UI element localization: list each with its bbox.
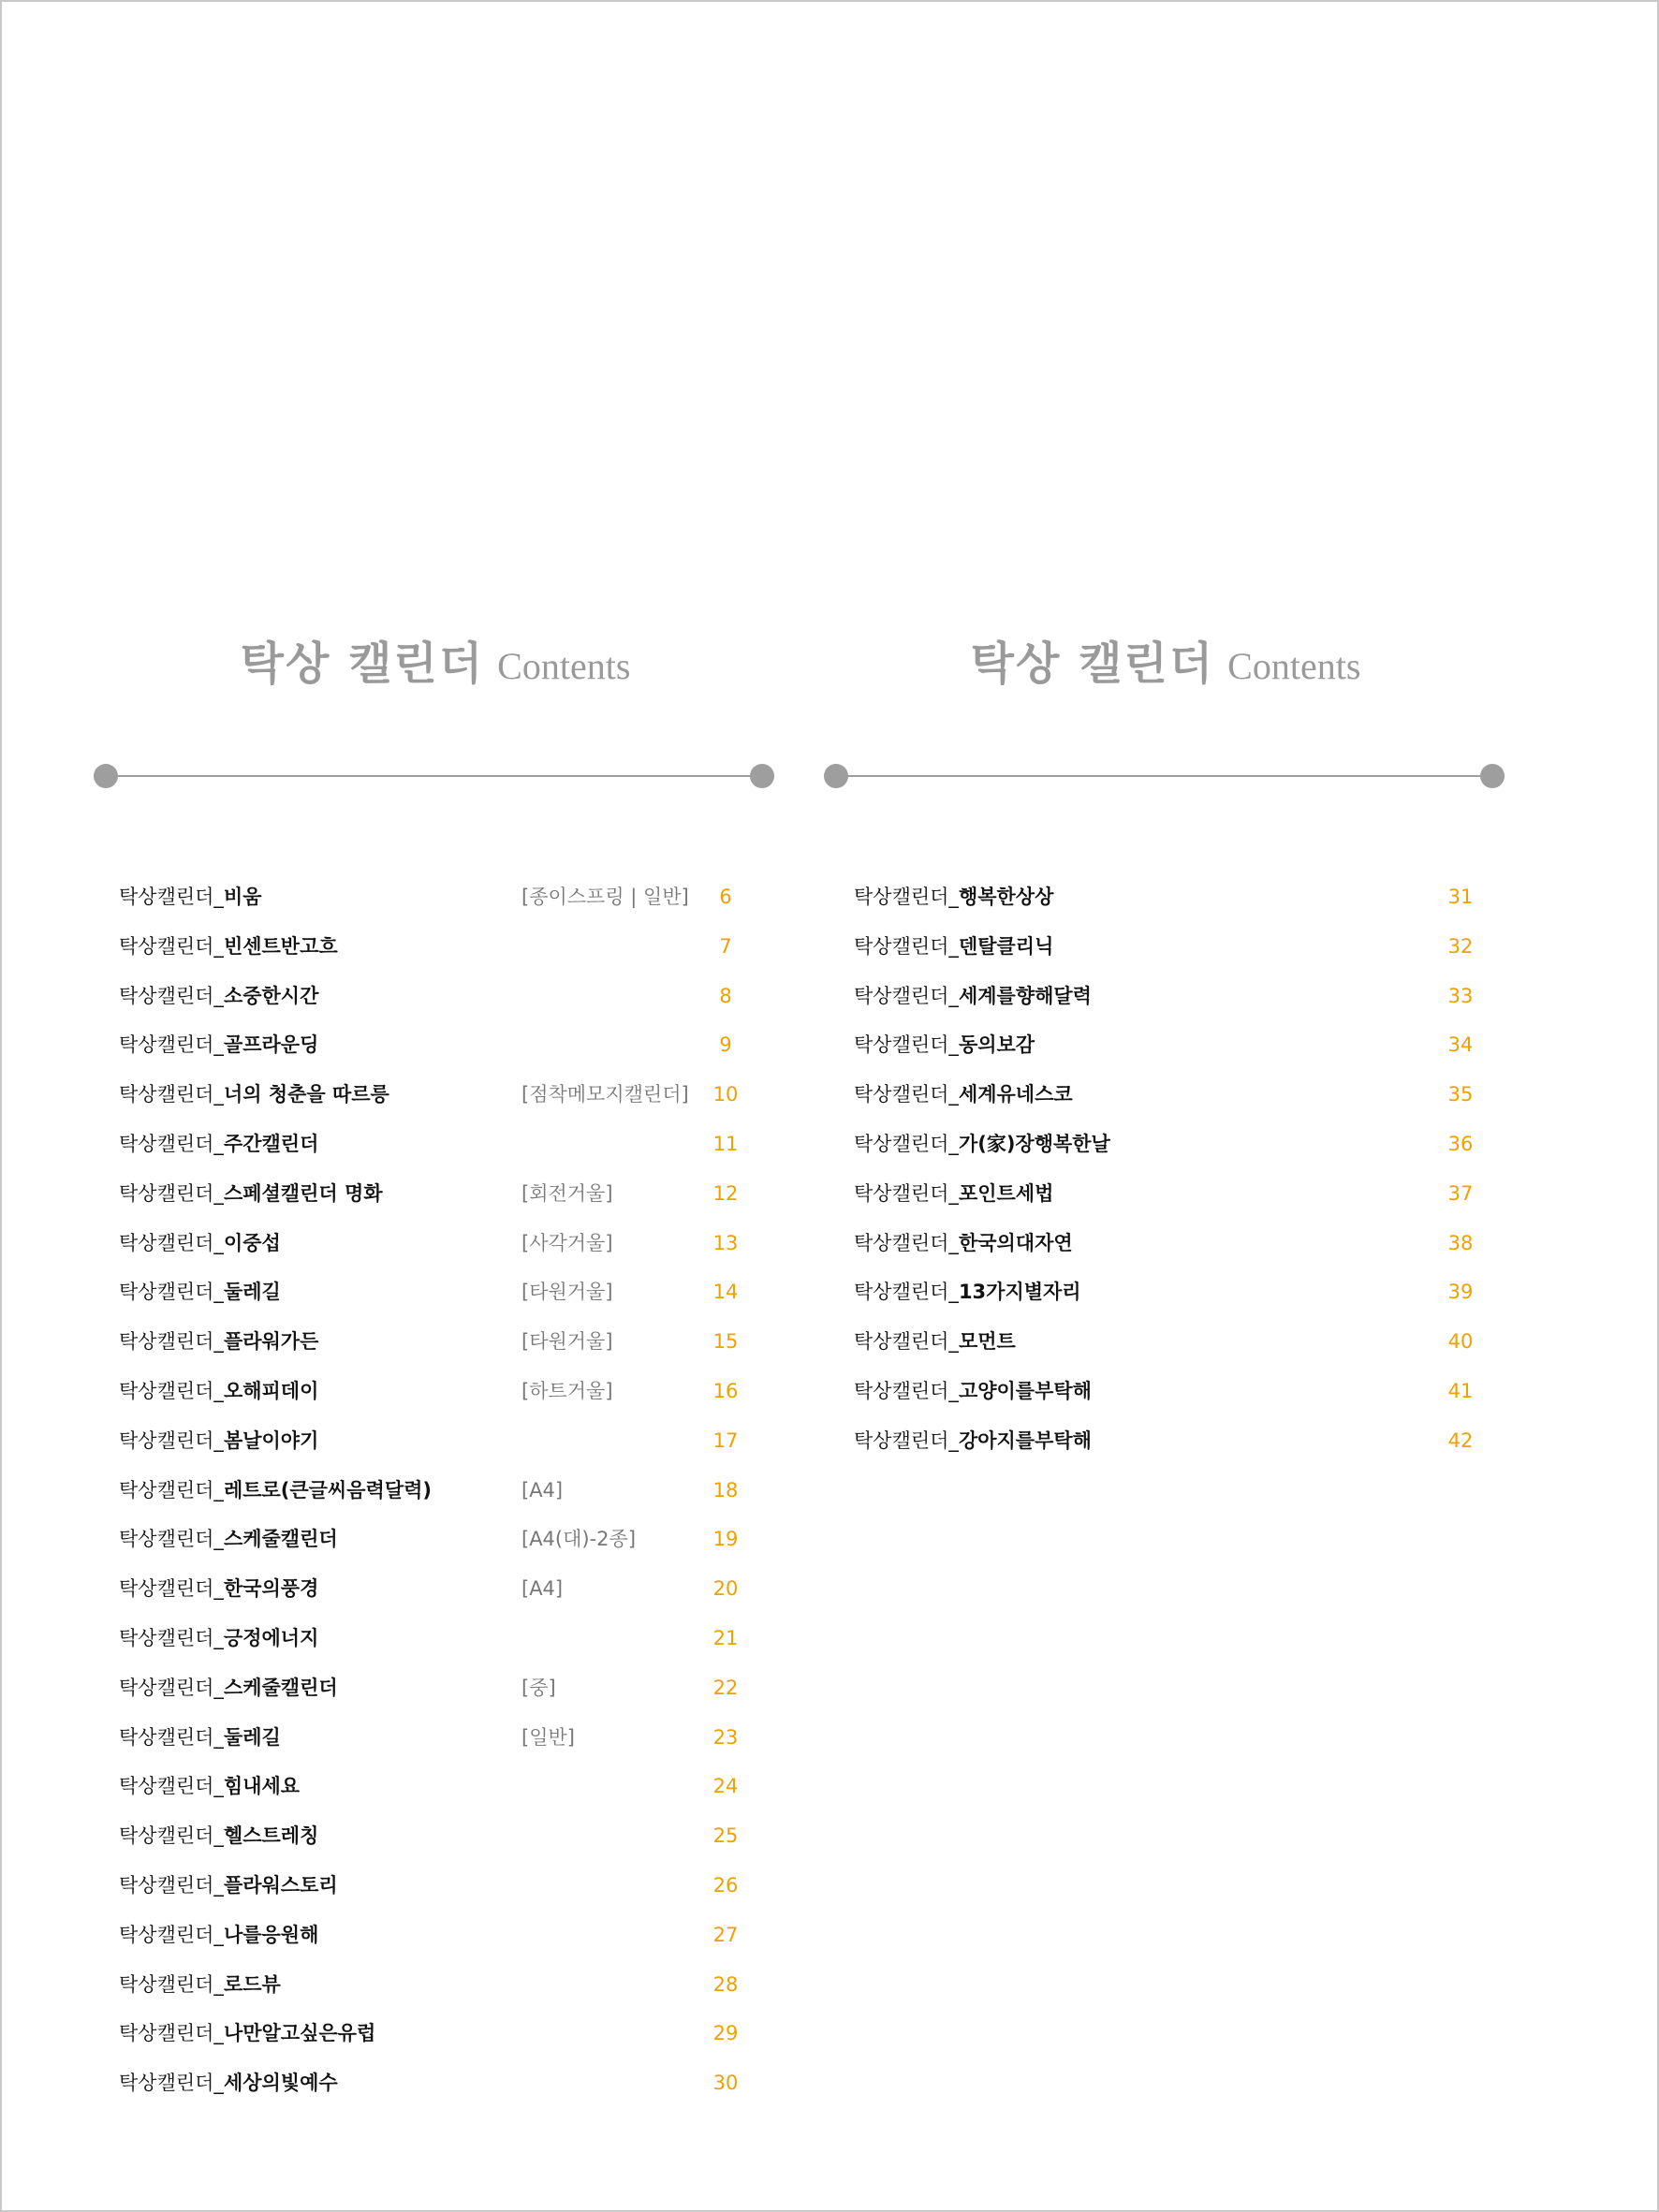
toc-entry-name: 세계를향해달력 (958, 984, 1092, 1007)
toc-entry-prefix: 탁상캘린더_ (119, 1330, 224, 1354)
toc-entry[interactable] (119, 2052, 774, 2102)
toc-entry[interactable] (119, 1854, 774, 1904)
toc-entry[interactable] (119, 1212, 774, 1262)
toc-entry-name: 나를응원해 (223, 1923, 319, 1946)
toc-entry-prefix: 탁상캘린더_ (119, 1528, 224, 1551)
toc-entry-prefix: 탁상캘린더_ (854, 886, 959, 908)
toc-entry-prefix: 탁상캘린더_ (119, 1231, 224, 1254)
toc-entry-name: 세상의빛예수 (223, 2072, 338, 2095)
toc-entry-page-number[interactable]: 24 (712, 1775, 739, 1798)
toc-entry-prefix: 탁상캘린더_ (854, 1181, 959, 1205)
toc-entry-prefix: 탁상캘린더_ (119, 934, 224, 958)
toc-entry-page-number[interactable]: 7 (719, 934, 732, 958)
toc-entry[interactable] (119, 1360, 774, 1410)
toc-entry[interactable] (854, 1014, 1509, 1063)
toc-entry-name: 스페셜캘린더 명화 (223, 1181, 383, 1205)
toc-entry[interactable] (119, 1755, 774, 1805)
heading-korean: 탁상 캘린더 (970, 637, 1215, 690)
toc-entry-page-number[interactable]: 38 (1447, 1231, 1474, 1254)
toc-entry-page-number[interactable]: 16 (712, 1379, 739, 1402)
toc-right-list (854, 866, 1509, 1459)
toc-entry[interactable] (119, 1163, 774, 1212)
toc-entry-page-number[interactable]: 36 (1447, 1132, 1474, 1155)
toc-entry-note: [타원거울] (521, 1281, 613, 1304)
toc-entry-page-number[interactable]: 9 (719, 1033, 732, 1057)
toc-entry-page-number[interactable]: 26 (712, 1873, 739, 1897)
toc-entry[interactable] (119, 965, 774, 1015)
toc-entry-page-number[interactable]: 8 (719, 984, 732, 1007)
divider-dot-right (1480, 764, 1505, 788)
toc-entry[interactable] (119, 1311, 774, 1360)
toc-entry[interactable] (119, 1707, 774, 1756)
toc-entry-name: 힘내세요 (223, 1775, 301, 1798)
heading-korean: 탁상 캘린더 (240, 637, 485, 690)
toc-entry-page-number[interactable]: 40 (1447, 1330, 1474, 1354)
toc-entry-name: 강아지를부탁해 (958, 1428, 1092, 1452)
toc-entry-note: [사각거울] (521, 1231, 613, 1254)
toc-entry-prefix: 탁상캘린더_ (119, 1379, 224, 1402)
toc-entry-prefix: 탁상캘린더_ (854, 1033, 959, 1057)
toc-entry-prefix: 탁상캘린더_ (119, 1478, 224, 1502)
divider-dot-right (750, 764, 774, 788)
toc-entry[interactable] (854, 1410, 1509, 1459)
toc-entry-name: 비움 (223, 886, 262, 908)
toc-entry-page-number[interactable]: 27 (712, 1923, 739, 1946)
toc-entry-name: 행복한상상 (958, 886, 1054, 908)
toc-entry-name: 봄날이야기 (223, 1428, 319, 1452)
toc-entry[interactable] (119, 1063, 774, 1113)
toc-entry-prefix: 탁상캘린더_ (119, 1972, 224, 1996)
toc-entry-prefix: 탁상캘린더_ (119, 1824, 224, 1848)
divider-dot-left (94, 764, 118, 788)
toc-entry-prefix: 탁상캘린더_ (119, 1676, 224, 1699)
toc-entry-note: [점착메모지캘린더] (521, 1083, 689, 1106)
toc-entry[interactable] (119, 866, 774, 916)
toc-entry-prefix: 탁상캘린더_ (119, 1873, 224, 1897)
toc-entry[interactable] (119, 1261, 774, 1311)
toc-entry-note: [종이스프링 | 일반] (521, 886, 689, 908)
toc-entry-page-number[interactable]: 11 (712, 1132, 739, 1155)
toc-entry[interactable] (119, 1954, 774, 2003)
toc-entry-prefix: 탁상캘린더_ (854, 1281, 959, 1304)
toc-entry-page-number[interactable]: 33 (1447, 984, 1474, 1007)
toc-entry-note: [A4] (521, 1478, 564, 1502)
toc-entry-page-number[interactable]: 37 (1447, 1181, 1474, 1205)
toc-entry-name: 스케줄캘린더 (223, 1528, 338, 1551)
toc-entry[interactable] (119, 1508, 774, 1558)
toc-entry-page-number[interactable]: 35 (1447, 1083, 1474, 1106)
toc-entry[interactable] (854, 1063, 1509, 1113)
toc-entry-name: 포인트세법 (958, 1181, 1054, 1205)
toc-entry[interactable] (119, 916, 774, 965)
toc-entry[interactable] (854, 1311, 1509, 1360)
toc-entry[interactable] (854, 1212, 1509, 1262)
toc-entry-page-number[interactable]: 30 (712, 2072, 739, 2095)
toc-entry-prefix: 탁상캘린더_ (854, 984, 959, 1007)
toc-entry-name: 모먼트 (958, 1330, 1016, 1354)
toc-entry-prefix: 탁상캘린더_ (119, 1923, 224, 1946)
toc-entry-name: 고양이를부탁해 (958, 1379, 1092, 1402)
toc-entry[interactable] (854, 1360, 1509, 1410)
toc-entry-title (854, 1410, 1092, 1472)
toc-entry[interactable] (119, 1904, 774, 1954)
toc-entry-page-number[interactable]: 12 (712, 1181, 739, 1205)
toc-entry-page-number[interactable]: 15 (712, 1330, 739, 1354)
toc-entry-prefix: 탁상캘린더_ (119, 1132, 224, 1155)
toc-entry-prefix: 탁상캘린더_ (119, 984, 224, 1007)
toc-entry-name: 나만알고싶은유럽 (223, 2022, 376, 2045)
toc-left-heading (0, 627, 871, 692)
toc-entry-name: 소중한시간 (223, 984, 319, 1007)
toc-entry-prefix: 탁상캘린더_ (119, 1428, 224, 1452)
toc-entry-name: 골프라운딩 (223, 1033, 319, 1057)
toc-entry-name: 스케줄캘린더 (223, 1676, 338, 1699)
toc-entry-name: 빈센트반고흐 (223, 934, 338, 958)
toc-entry[interactable] (854, 916, 1509, 965)
toc-entry-page-number[interactable]: 25 (712, 1824, 739, 1848)
toc-entry-prefix: 탁상캘린더_ (119, 2072, 224, 2095)
toc-entry-prefix: 탁상캘린더_ (119, 1725, 224, 1749)
toc-entry-page-number[interactable]: 6 (719, 886, 732, 908)
toc-entry[interactable] (854, 1113, 1509, 1163)
toc-entry-note: [타원거울] (521, 1330, 613, 1354)
toc-entry-page-number[interactable]: 19 (712, 1528, 739, 1551)
toc-entry[interactable] (119, 1014, 774, 1063)
toc-entry[interactable] (854, 1261, 1509, 1311)
toc-entry-note: [회전거울] (521, 1181, 613, 1205)
toc-entry-name: 레트로(큰글씨음력달력) (223, 1478, 432, 1502)
toc-entry-prefix: 탁상캘린더_ (854, 1231, 959, 1254)
toc-entry-name: 주간캘린더 (223, 1132, 319, 1155)
toc-entry-page-number[interactable]: 18 (712, 1478, 739, 1502)
toc-entry-name: 13가지별자리 (958, 1281, 1081, 1304)
toc-entry[interactable] (119, 1410, 774, 1459)
toc-entry[interactable] (119, 1113, 774, 1163)
toc-entry-note: [중] (521, 1676, 556, 1699)
toc-entry-name: 한국의대자연 (958, 1231, 1073, 1254)
toc-entry-title (119, 2052, 338, 2114)
toc-entry-name: 플라워스토리 (223, 1873, 338, 1897)
toc-entry-prefix: 탁상캘린더_ (119, 1083, 224, 1106)
toc-entry-prefix: 탁상캘린더_ (119, 1281, 224, 1304)
toc-entry-name: 이중섭 (223, 1231, 281, 1254)
toc-entry[interactable] (119, 1805, 774, 1854)
toc-entry-prefix: 탁상캘린더_ (119, 1181, 224, 1205)
toc-right-heading (824, 627, 1507, 692)
toc-entry-prefix: 탁상캘린더_ (854, 934, 959, 958)
toc-entry-page-number[interactable]: 32 (1447, 934, 1474, 958)
toc-entry-name: 헬스트레칭 (223, 1824, 319, 1848)
toc-entry-name: 가(家)장행복한날 (958, 1132, 1110, 1155)
toc-entry-prefix: 탁상캘린더_ (119, 1577, 224, 1601)
divider-dot-left (824, 764, 848, 788)
toc-entry[interactable] (854, 965, 1509, 1015)
toc-entry-note: [A4] (521, 1577, 564, 1601)
toc-entry-page-number[interactable]: 10 (712, 1083, 739, 1106)
toc-right-divider (824, 764, 1505, 788)
toc-entry-note: [A4(대)-2종] (521, 1528, 637, 1551)
toc-entry-page-number[interactable]: 31 (1447, 886, 1474, 908)
toc-entry-page-number[interactable]: 14 (712, 1281, 739, 1304)
toc-entry[interactable] (119, 1558, 774, 1607)
toc-entry-page-number[interactable]: 22 (712, 1676, 739, 1699)
toc-entry-name: 한국의풍경 (223, 1577, 319, 1601)
toc-entry-page-number[interactable]: 29 (712, 2022, 739, 2045)
toc-entry-page-number[interactable]: 23 (712, 1725, 739, 1749)
toc-entry-page-number[interactable]: 20 (712, 1577, 739, 1601)
toc-entry-prefix: 탁상캘린더_ (854, 1132, 959, 1155)
toc-entry-note: [일반] (521, 1725, 575, 1749)
toc-entry[interactable] (119, 1657, 774, 1707)
divider-line (106, 775, 762, 777)
toc-entry-prefix: 탁상캘린더_ (119, 886, 224, 908)
toc-entry-name: 로드뷰 (223, 1972, 281, 1996)
toc-entry-name: 둘레길 (223, 1281, 281, 1304)
toc-entry-prefix: 탁상캘린더_ (119, 1626, 224, 1649)
toc-entry-name: 세계유네스코 (958, 1083, 1073, 1106)
toc-entry-prefix: 탁상캘린더_ (119, 2022, 224, 2045)
toc-left-list (119, 866, 774, 2102)
toc-entry-prefix: 탁상캘린더_ (854, 1083, 959, 1106)
toc-entry-prefix: 탁상캘린더_ (854, 1428, 959, 1452)
toc-entry-page-number[interactable]: 41 (1447, 1379, 1474, 1402)
toc-entry-name: 덴탈클리닉 (958, 934, 1054, 958)
toc-entry-page-number[interactable]: 34 (1447, 1033, 1474, 1057)
heading-english: Contents (1227, 645, 1361, 687)
toc-entry-page-number[interactable]: 39 (1447, 1281, 1474, 1304)
toc-entry[interactable] (119, 1459, 774, 1509)
toc-entry-name: 오해피데이 (223, 1379, 319, 1402)
toc-entry[interactable] (854, 1163, 1509, 1212)
toc-entry-page-number[interactable]: 13 (712, 1231, 739, 1254)
toc-entry-prefix: 탁상캘린더_ (119, 1775, 224, 1798)
toc-entry-name: 플라워가든 (223, 1330, 319, 1354)
toc-entry-prefix: 탁상캘린더_ (854, 1379, 959, 1402)
toc-entry-page-number[interactable]: 21 (712, 1626, 739, 1649)
toc-entry-name: 너의 청춘을 따르릉 (223, 1083, 389, 1106)
heading-english: Contents (497, 645, 631, 687)
toc-entry-page-number[interactable]: 28 (712, 1972, 739, 1996)
toc-entry-name: 동의보감 (958, 1033, 1035, 1057)
divider-line (836, 775, 1492, 777)
toc-entry[interactable] (119, 2002, 774, 2052)
toc-entry[interactable] (119, 1607, 774, 1657)
toc-entry-page-number[interactable]: 42 (1447, 1428, 1474, 1452)
toc-entry-prefix: 탁상캘린더_ (854, 1330, 959, 1354)
toc-entry-note: [하트거울] (521, 1379, 613, 1402)
toc-entry-page-number[interactable]: 17 (712, 1428, 739, 1452)
toc-entry-name: 둘레길 (223, 1725, 281, 1749)
toc-entry-prefix: 탁상캘린더_ (119, 1033, 224, 1057)
toc-entry[interactable] (854, 866, 1509, 916)
toc-entry-name: 긍정에너지 (223, 1626, 319, 1649)
toc-left-divider (94, 764, 774, 788)
